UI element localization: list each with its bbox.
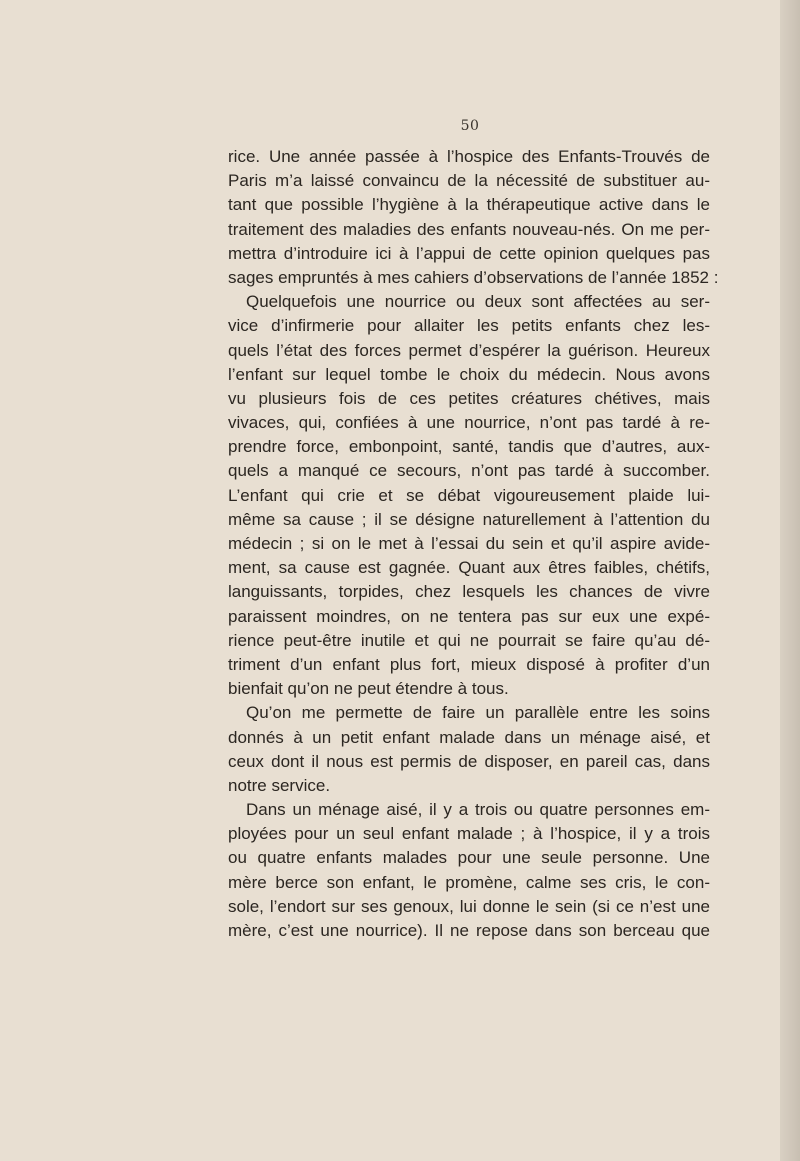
text-line: rience peut-être inutile et qui ne pourrait se faire qu’au dé- [228, 630, 710, 650]
text-line: l’enfant sur lequel tombe le choix du médecin. Nous avons [228, 364, 710, 384]
text-line: médecin ; si on le met à l’essai du sein et qu’il aspire avide- [228, 534, 710, 553]
text-line: Quelquefois une nourrice ou deux sont affectées au ser- [246, 292, 710, 312]
text-line: même sa cause ; il se désigne naturellement à l’attention du [228, 509, 710, 529]
text-line: ou quatre enfants malades pour une seule personne. Une [228, 848, 710, 868]
text-line: vivaces, qui, confiées à une nourrice, n’ont pas tardé à re- [228, 413, 710, 433]
text-line: sole, l’endort sur ses genoux, lui donne le sein (si ce n’est une [228, 896, 710, 916]
text-line: sages empruntés à mes cahiers d’observations de l’année 1852 : [228, 267, 719, 287]
text-line: vice d’infirmerie pour allaiter les petits enfants chez les- [228, 316, 710, 336]
body-text [228, 145, 719, 943]
text-line: tant que possible l’hygiène à la thérapeutique active dans le [228, 195, 710, 215]
text-line: languissants, torpides, chez lesquels les chances de vivre [228, 582, 710, 602]
text-line: paraissent moindres, on ne tentera pas sur eux une expé- [228, 606, 710, 626]
text-line: rice. Une année passée à l’hospice des Enfants-Trouvés de [228, 147, 710, 166]
text-line: Qu’on me permette de faire un parallèle entre les soins [246, 703, 710, 723]
text-line: donnés à un petit enfant malade dans un ménage aisé, et [228, 727, 710, 747]
text-line: triment d’un enfant plus fort, mieux disposé à profiter d’un [228, 654, 710, 674]
text-line: notre service. [228, 775, 331, 795]
text-line: L’enfant qui crie et se débat vigoureusement plaide lui- [228, 485, 710, 505]
page-number: 50 [460, 118, 480, 134]
text-line: quels l’état des forces permet d’espérer la guérison. Heureux [228, 340, 710, 360]
text-line: Dans un ménage aisé, il y a trois ou quatre personnes em- [246, 800, 710, 820]
text-line: prendre force, embonpoint, santé, tandis que d’autres, aux- [228, 437, 710, 457]
text-line: vu plusieurs fois de ces petites créatures chétives, mais [228, 388, 710, 408]
text-line: ceux dont il nous est permis de disposer, en pareil cas, dans [228, 751, 710, 771]
text-line: mère berce son enfant, le promène, calme ses cris, le con- [228, 872, 710, 892]
text-line: quels a manqué ce secours, n’ont pas tardé à succomber. [228, 461, 710, 481]
text-line: mère, c’est une nourrice). Il ne repose dans son berceau que [228, 921, 710, 940]
page-edge [780, 0, 800, 1161]
text-line: ment, sa cause est gagnée. Quant aux êtres faibles, chétifs, [228, 558, 710, 578]
text-line: mettra d’introduire ici à l’appui de cette opinion quelques pas [228, 243, 710, 263]
text-line: traitement des maladies des enfants nouveau-nés. On me per- [228, 219, 710, 239]
text-line: ployées pour un seul enfant malade ; à l’hospice, il y a trois [228, 824, 710, 844]
text-line: Paris m’a laissé convaincu de la nécessité de substituer au- [228, 171, 710, 191]
text-line: bienfait qu’on ne peut étendre à tous. [228, 679, 509, 699]
